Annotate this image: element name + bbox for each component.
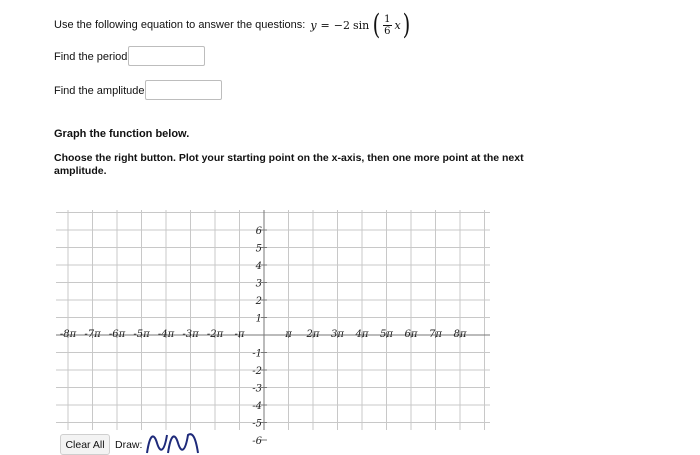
grid-lines: [56, 210, 490, 430]
equation-equals: =: [320, 18, 330, 32]
instructions: Choose the right button. Plot your starting point on the x-axis, then one more point at the next amplitude.: [54, 152, 524, 177]
fraction-denominator: 6: [384, 25, 391, 37]
equation-var: x: [394, 18, 401, 32]
x-tick-label: -5π: [133, 329, 150, 340]
y-tick-label: 3: [255, 278, 262, 290]
equation-func: sin: [352, 18, 370, 32]
y-tick-label: -5: [252, 418, 262, 430]
left-paren: (: [372, 8, 381, 41]
clear-all-button[interactable]: Clear All: [60, 434, 110, 455]
question-prefix: Use the following equation to answer the questions:: [54, 19, 306, 31]
x-tick-label: -2π: [206, 329, 224, 340]
x-tick-label: -3π: [182, 329, 199, 340]
graph-heading: Graph the function below.: [54, 128, 190, 140]
x-tick-label: -π: [234, 329, 245, 340]
y-tick-label: 1: [255, 313, 262, 325]
y-tick-label: 2: [255, 296, 262, 307]
right-paren: ): [402, 8, 411, 41]
x-tick-label: 7π: [429, 329, 442, 340]
y-tick-label: -2: [252, 366, 262, 377]
y-tick-label: 4: [255, 261, 262, 272]
period-label: Find the period: [54, 51, 128, 63]
x-tick-label: 4π: [355, 329, 369, 340]
equation-lhs: y: [310, 18, 317, 32]
y-tick-label: -6: [252, 436, 262, 447]
x-tick-label: -6π: [108, 329, 126, 340]
draw-label: Draw:: [115, 439, 143, 451]
y-tick-label: -3: [252, 383, 262, 395]
equation-coef: −2: [333, 18, 350, 32]
x-tick-label: 8π: [453, 329, 467, 340]
fraction-numerator: 1: [384, 13, 391, 25]
amplitude-label: Find the amplitude: [54, 85, 145, 97]
x-tick-label: 2π: [306, 329, 320, 340]
x-tick-label: -8π: [59, 329, 77, 340]
x-tick-label: 6π: [404, 329, 418, 340]
x-tick-label: 3π: [331, 329, 344, 340]
y-tick-label: 6: [255, 226, 262, 237]
y-tick-label: -4: [252, 401, 262, 412]
x-tick-label: -7π: [84, 329, 101, 340]
x-tick-label: 5π: [380, 329, 393, 340]
x-tick-label: -4π: [157, 329, 175, 340]
sine-wave-icon[interactable]: [146, 431, 201, 455]
y-tick-label: 5: [255, 243, 262, 255]
x-tick-label: π: [285, 329, 292, 340]
y-tick-label: -1: [252, 348, 262, 360]
